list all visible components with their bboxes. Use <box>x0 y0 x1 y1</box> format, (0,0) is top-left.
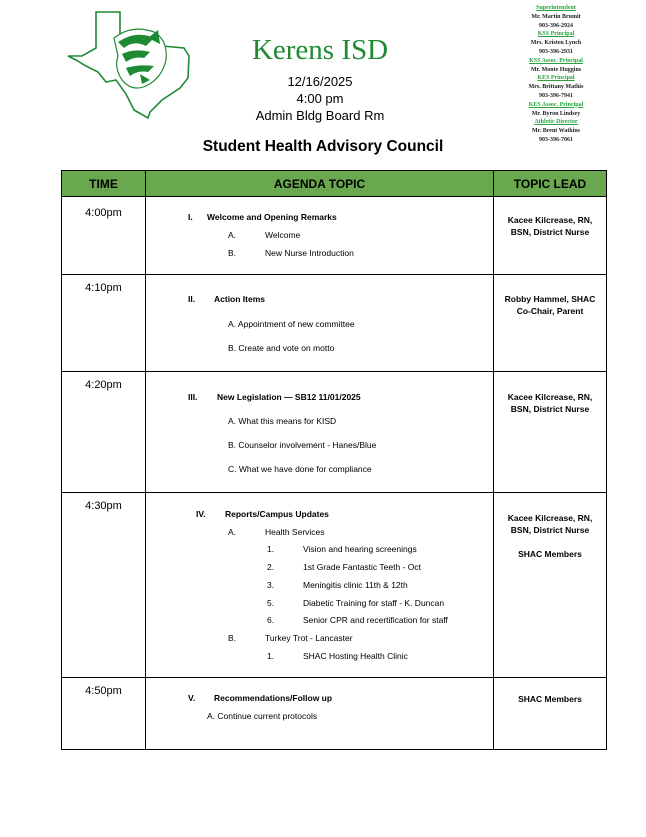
item-text: Welcome <box>265 230 301 240</box>
staff-role[interactable]: KES Principal <box>537 75 575 82</box>
item-number: IV. <box>196 509 206 519</box>
staff-role[interactable]: KES Assoc. Principal <box>528 101 584 108</box>
item-number: 3. <box>267 580 275 590</box>
item-text: A. What this means for KISD <box>228 416 337 426</box>
item-text: Welcome and Opening Remarks <box>207 212 337 222</box>
item-text: SHAC Hosting Health Clinic <box>303 651 408 661</box>
item-text: A. Appointment of new committee <box>228 319 355 329</box>
staff-entry <box>506 101 606 119</box>
lead-line: Kacee Kilcrease, RN, <box>507 392 593 402</box>
meeting-location: Admin Bldg Board Rm <box>255 108 385 123</box>
staff-phone: 903-396-2931 <box>539 48 573 55</box>
item-number: I. <box>188 212 193 222</box>
staff-name: Mr. Brent Watkins <box>531 128 581 135</box>
item-text: Action Items <box>214 294 266 304</box>
staff-entry <box>506 4 606 30</box>
item-number: 1. <box>267 544 275 554</box>
meeting-time: 4:00 pm <box>296 91 344 106</box>
lead-line: Co-Chair, Parent <box>516 306 584 316</box>
column-divider <box>493 171 494 749</box>
lead-line: BSN, District Nurse <box>510 227 590 237</box>
item-number: 2. <box>267 562 275 572</box>
lead-line: Kacee Kilcrease, RN, <box>507 215 593 225</box>
row-divider <box>62 371 606 372</box>
item-text: C. What we have done for compliance <box>228 464 372 474</box>
staff-name: Mr. Byron Lindsey <box>531 110 581 117</box>
item-number: III. <box>188 392 198 402</box>
item-number: 1. <box>267 651 275 661</box>
header-topic-lead: TOPIC LEAD <box>513 177 587 191</box>
item-text: Diabetic Training for staff - K. Duncan <box>303 598 445 608</box>
item-text: New Nurse Introduction <box>265 248 354 258</box>
lead-line: Robby Hammel, SHAC <box>504 294 596 304</box>
item-number: 6. <box>267 615 275 625</box>
row-time: 4:00pm <box>85 207 122 219</box>
row-time: 4:50pm <box>85 685 122 697</box>
staff-entry <box>506 74 606 100</box>
staff-role[interactable]: Athletic Director <box>534 119 578 126</box>
item-number: V. <box>188 693 196 703</box>
item-number: A. <box>228 527 237 537</box>
row-lead-secondary: SHAC Members <box>518 549 582 559</box>
item-text: Reports/Campus Updates <box>225 509 329 519</box>
item-number: II. <box>188 294 196 304</box>
row-lead <box>494 391 606 415</box>
item-text: B. Counselor involvement - Hanes/Blue <box>228 440 377 450</box>
item-text: 1st Grade Fantastic Teeth - Oct <box>303 562 421 572</box>
agenda-table <box>61 170 607 750</box>
item-number: B. <box>228 633 237 643</box>
staff-phone: 903-396-7941 <box>539 92 573 99</box>
header-agenda-topic: AGENDA TOPIC <box>273 177 366 191</box>
staff-role[interactable]: KSS Assoc. Principal <box>529 57 583 64</box>
district-name: Kerens ISD <box>251 34 389 66</box>
row-divider <box>62 677 606 678</box>
row-lead <box>494 693 606 705</box>
staff-phone: 903-396-2924 <box>539 22 573 29</box>
item-text: Vision and hearing screenings <box>303 544 417 554</box>
row-divider <box>62 274 606 275</box>
staff-name: Mrs. Kristen Lynch <box>530 40 582 47</box>
staff-name: Mr. Martin Brumit <box>531 13 581 20</box>
district-logo <box>62 8 194 120</box>
row-time: 4:10pm <box>85 282 122 294</box>
row-time: 4:20pm <box>85 379 122 391</box>
item-number: B. <box>228 248 237 258</box>
row-divider <box>62 492 606 493</box>
item-number: A. <box>228 230 237 240</box>
staff-role[interactable]: KSS Principal <box>537 31 575 38</box>
item-text: Health Services <box>265 527 325 537</box>
item-text: B. Create and vote on motto <box>228 343 335 353</box>
row-lead <box>494 512 606 536</box>
meeting-date: 12/16/2025 <box>287 74 353 89</box>
texas-wildcat-icon <box>62 8 194 120</box>
staff-entry <box>506 30 606 56</box>
item-text: Senior CPR and recertification for staff <box>303 615 448 625</box>
row-time: 4:30pm <box>85 500 122 512</box>
lead-line: Kacee Kilcrease, RN, <box>507 513 593 523</box>
item-text: Meningitis clinic 11th & 12th <box>303 580 408 590</box>
document-title: Student Health Advisory Council <box>202 138 444 155</box>
staff-phone: 903-396-7061 <box>539 136 573 143</box>
staff-entry <box>506 57 606 75</box>
row-lead <box>494 214 606 238</box>
row-lead <box>494 293 606 317</box>
header-time: TIME <box>89 177 118 191</box>
lead-line: BSN, District Nurse <box>510 404 590 414</box>
item-text: Turkey Trot - Lancaster <box>265 633 353 643</box>
staff-name: Mrs. Brittany Mathis <box>528 84 584 91</box>
lead-line: BSN, District Nurse <box>510 525 590 535</box>
staff-entry <box>506 118 606 144</box>
item-text: New Legislation — SB12 11/01/2025 <box>217 392 361 402</box>
staff-role[interactable]: Superintendent <box>536 5 576 11</box>
column-divider <box>145 171 146 749</box>
item-text: A. Continue current protocols <box>207 711 318 721</box>
staff-directory <box>506 4 606 145</box>
item-text: Recommendations/Follow up <box>214 693 333 703</box>
lead-line: SHAC Members <box>518 694 582 704</box>
item-number: 5. <box>267 598 275 608</box>
staff-name: Mr. Monte Huggins <box>530 66 582 73</box>
table-header <box>62 171 606 197</box>
